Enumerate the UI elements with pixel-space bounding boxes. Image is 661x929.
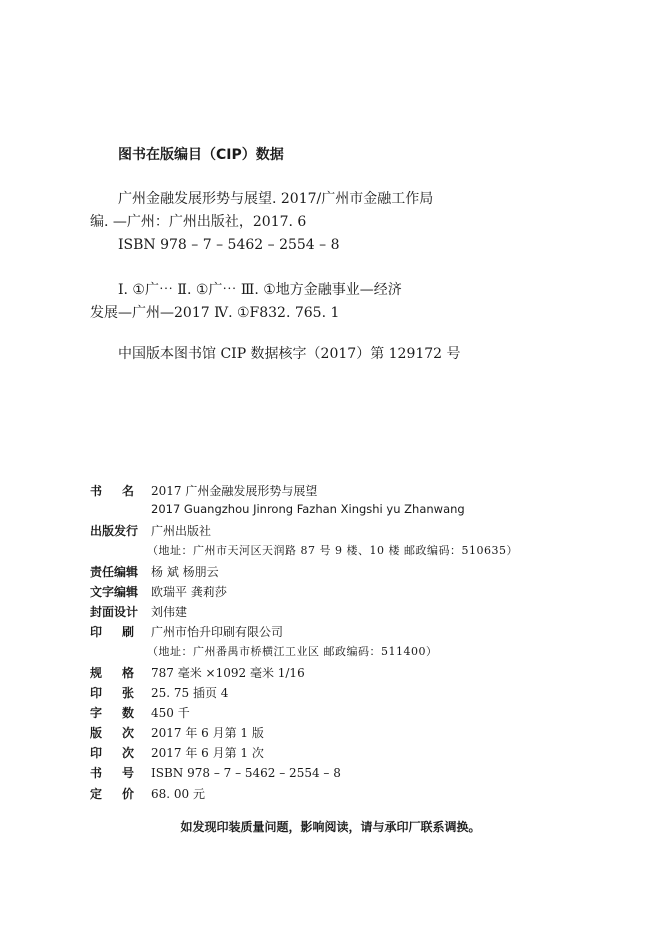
words-label: 字 数 — [90, 706, 134, 720]
cip-title-line-1: 广州金融发展形势与展望. 2017/广州市金融工作局 — [118, 191, 434, 207]
price-label: 定 价 — [90, 787, 134, 801]
editors-label: 责任编辑 — [90, 565, 139, 579]
size-value: 787 毫米 ×1092 毫米 1/16 — [151, 666, 305, 680]
cip-classification-line-1: Ⅰ. ①广⋯ Ⅱ. ①广⋯ Ⅲ. ①地方金融事业—经济 — [118, 282, 402, 298]
words-value: 450 千 — [151, 706, 190, 720]
text-editors-label: 文字编辑 — [90, 585, 139, 599]
publisher-label: 出版发行 — [90, 524, 139, 538]
printer-label: 印 刷 — [90, 625, 134, 639]
size-label: 规 格 — [90, 666, 134, 680]
cip-title-line-2: 编. —广州：广州出版社，2017. 6 — [90, 214, 307, 230]
cip-heading: 图书在版编目（CIP）数据 — [118, 147, 284, 163]
edition-label: 版 次 — [90, 726, 134, 740]
isbn-label: 书 号 — [90, 766, 134, 780]
cover-design-label: 封面设计 — [90, 605, 139, 619]
cover-design-value: 刘伟建 — [151, 605, 188, 619]
printing-label: 印 次 — [90, 746, 134, 760]
cip-library-record: 中国版本图书馆 CIP 数据核字（2017）第 129172 号 — [118, 346, 461, 362]
editors-value: 杨 斌 杨朋云 — [151, 565, 219, 579]
book-name-pinyin: 2017 Guangzhou Jinrong Fazhan Xingshi yu Zhanwang — [151, 502, 465, 516]
printer-address: （地址：广州番禺市桥横江工业区 邮政编码：511400） — [147, 645, 438, 658]
cip-classification-line-2: 发展—广州—2017 Ⅳ. ①F832. 765. 1 — [90, 305, 340, 321]
book-name-label: 书 名 — [90, 484, 134, 498]
isbn-value: ISBN 978 – 7 – 5462 – 2554 – 8 — [151, 766, 341, 780]
printer-value: 广州市怡升印刷有限公司 — [151, 625, 284, 639]
sheets-label: 印 张 — [90, 686, 134, 700]
publisher-address: （地址：广州市天河区天润路 87 号 9 楼、10 楼 邮政编码：510635） — [147, 544, 518, 557]
quality-notice: 如发现印装质量问题，影响阅读，请与承印厂联系调换。 — [180, 820, 481, 834]
printing-value: 2017 年 6 月第 1 次 — [151, 746, 264, 760]
book-name-value: 2017 广州金融发展形势与展望 — [151, 484, 318, 498]
publisher-value: 广州出版社 — [151, 524, 212, 538]
price-value: 68. 00 元 — [151, 787, 205, 801]
cip-isbn: ISBN 978 – 7 – 5462 – 2554 – 8 — [118, 237, 340, 253]
edition-value: 2017 年 6 月第 1 版 — [151, 726, 264, 740]
sheets-value: 25. 75 插页 4 — [151, 686, 229, 700]
text-editors-value: 欧瑞平 龚莉莎 — [151, 585, 227, 599]
